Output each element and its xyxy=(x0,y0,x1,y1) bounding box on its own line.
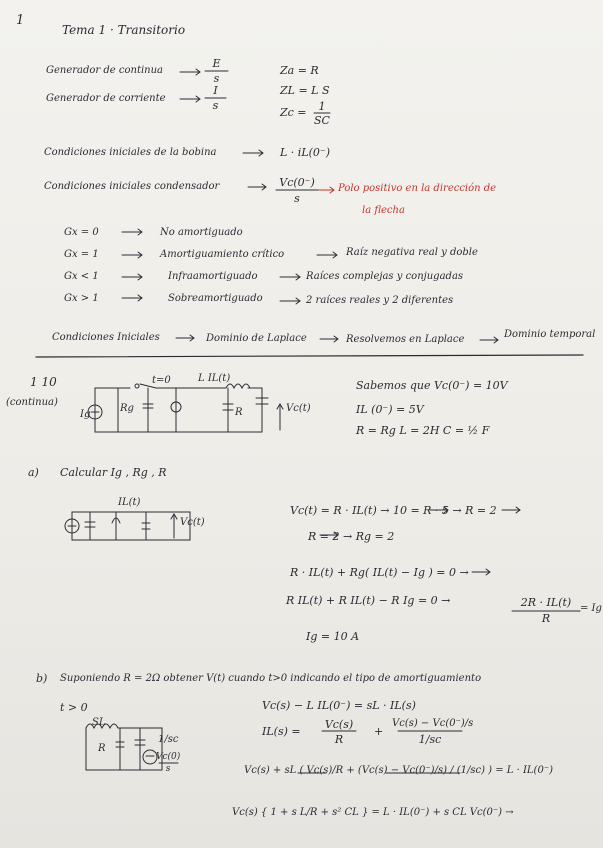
condensador-label: Condiciones iniciales condensador xyxy=(44,181,220,192)
part-b-eq-2-f1-num: Vc(s) xyxy=(324,718,354,731)
part-a-eq-4: R IL(t) + R IL(t) − R Ig = 0 → xyxy=(286,594,451,607)
damping-2-desc: Infraamortiguado xyxy=(168,271,258,282)
known-2: IL (0⁻) = 5V xyxy=(356,403,424,416)
part-a-text: Calcular Ig , Rg , R xyxy=(60,466,167,479)
current-source-num: I xyxy=(213,84,218,97)
damping-2-result: Raíces complejas y conjugadas xyxy=(306,271,464,282)
impedance-c-num: 1 xyxy=(318,100,326,113)
part-b-vsrc-num: Vc(0) xyxy=(156,752,181,762)
part-b-eq-4: Vc(s) { 1 + s L/R + s² CL } = L · IL(0⁻) + s CL Vc(0⁻) → xyxy=(232,807,514,818)
flow-step-3: Resolvemos en Laplace xyxy=(346,334,465,345)
part-a-eq-4-tail: = Ig xyxy=(580,603,602,614)
part-b-text: Suponiendo R = 2Ω obtener V(t) cuando t>0 indicando el tipo de amortiguamiento xyxy=(60,673,482,684)
part-a-eq-5: Ig = 10 A xyxy=(306,630,360,643)
condensador-num: Vc(0⁻) xyxy=(279,176,315,189)
damping-0-desc: No amortiguado xyxy=(160,227,243,238)
damping-1-result: Raíz negativa real y doble xyxy=(346,247,478,258)
part-b-eq-2-f2-num: Vc(s) − Vc(0⁻)/s xyxy=(392,718,474,729)
damping-0-cond: Gx = 0 xyxy=(64,227,99,238)
current-source-den: s xyxy=(212,99,219,112)
impedance-l: ZL = L S xyxy=(280,84,330,97)
bobina-label: Condiciones iniciales de la bobina xyxy=(44,147,217,158)
part-b-c-label: 1/sc xyxy=(158,734,179,745)
flow-step-2: Dominio de Laplace xyxy=(206,333,307,344)
current-source-label: Generador de corriente xyxy=(46,93,166,104)
damping-3-cond: Gx > 1 xyxy=(64,293,99,304)
part-a-eq-3: R · IL(t) + Rg( IL(t) − Ig ) = 0 → xyxy=(290,566,469,579)
ig-label: Ig xyxy=(80,409,91,420)
impedance-c-den: SC xyxy=(314,114,330,127)
voltage-source-den: s xyxy=(213,72,220,85)
condensador-note-1: Polo positivo en la dirección de xyxy=(338,183,497,194)
damping-2-cond: Gx < 1 xyxy=(64,271,99,282)
known-3: R = Rg L = 2H C = ½ F xyxy=(356,424,490,437)
impedance-r: Za = R xyxy=(280,64,319,77)
part-b-r-label: R xyxy=(98,743,106,754)
part-a-label: a) xyxy=(28,466,39,479)
r-label: R xyxy=(235,407,243,418)
damping-3-result: 2 raíces reales y 2 diferentes xyxy=(306,295,454,306)
condensador-note-2: la flecha xyxy=(362,205,405,216)
part-a-eq-2: R = 2 → Rg = 2 xyxy=(308,530,395,543)
part-b-eq-2-lhs: IL(s) = xyxy=(262,725,301,738)
bobina-value: L · iL(0⁻) xyxy=(280,146,331,159)
part-b-eq-2-plus: + xyxy=(374,725,384,738)
inductor-label: L IL(t) xyxy=(198,373,231,384)
part-b-eq-2-f2-den: 1/sc xyxy=(418,733,442,746)
part-b-tcond: t > 0 xyxy=(60,701,88,714)
part-b-vsrc-den: s xyxy=(165,764,171,774)
part-a-vc-label: Vc(t) xyxy=(180,517,205,528)
known-1: Sabemos que Vc(0⁻) = 10V xyxy=(356,379,508,392)
problem-note: (continua) xyxy=(6,397,58,408)
page-number: 1 xyxy=(16,13,25,28)
rg-label: Rg xyxy=(120,403,134,414)
voltage-source-label: Generador de continua xyxy=(46,65,164,76)
problem-number: 1 10 xyxy=(30,375,57,389)
damping-1-cond: Gx = 1 xyxy=(64,249,99,260)
flow-step-1: Condiciones Iniciales xyxy=(52,332,160,343)
flow-step-4: Dominio temporal xyxy=(504,329,596,340)
page-title: Tema 1 · Transitorio xyxy=(62,23,186,37)
part-b-eq-1: Vc(s) − L IL(0⁻) = sL · IL(s) xyxy=(262,699,416,712)
part-a-eq-4-den: R xyxy=(541,612,551,625)
voltage-source-num: E xyxy=(212,57,221,70)
vc-label: Vc(t) xyxy=(286,403,311,414)
part-a-eq-1: Vc(t) = R · IL(t) → 10 = R · 5 → R = 2 xyxy=(290,504,497,517)
part-b-eq-3: Vc(s) + sL ( Vc(s)/R + (Vc(s) − Vc(0⁻)/s) / (1/sc) ) = L · IL(0⁻) xyxy=(244,765,553,776)
part-b-label: b) xyxy=(36,672,48,685)
damping-1-desc: Amortiguamiento crítico xyxy=(160,249,285,260)
impedance-c-lhs: Zc = xyxy=(280,106,307,119)
part-b-sl-label: SL xyxy=(92,717,106,728)
part-b-eq-2-f1-den: R xyxy=(334,733,344,746)
condensador-den: s xyxy=(294,192,300,205)
damping-3-desc: Sobreamortiguado xyxy=(168,293,263,304)
part-a-eq-4-num: 2R · IL(t) xyxy=(520,596,572,609)
part-a-il-label: IL(t) xyxy=(118,497,141,508)
switch-label: t=0 xyxy=(152,375,171,386)
